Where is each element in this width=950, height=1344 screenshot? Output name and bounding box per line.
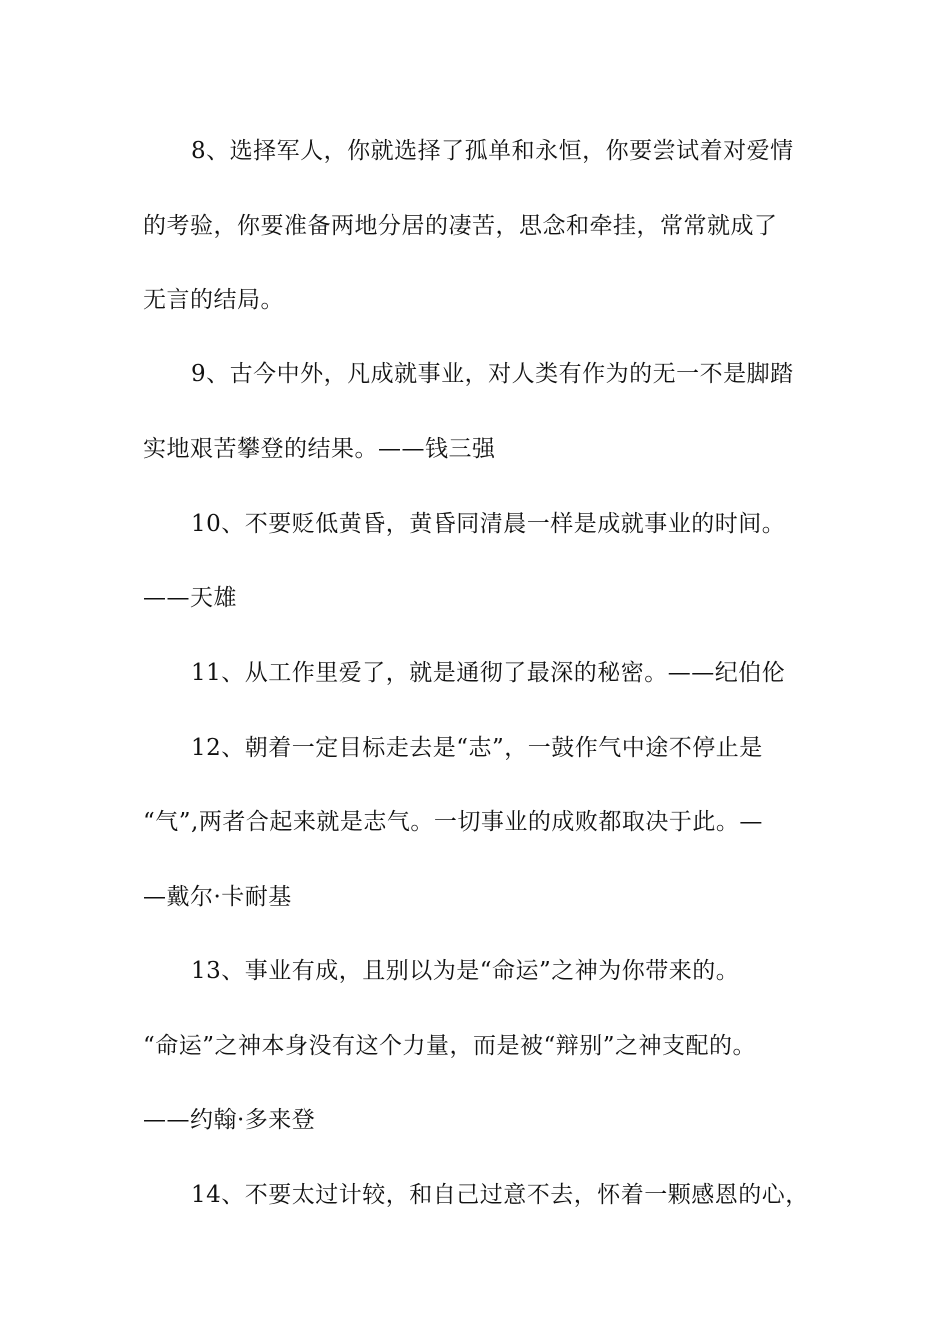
quote-9-line-1: 9、古今中外，凡成就事业，对人类有作为的无一不是脚踏 (191, 361, 794, 387)
quote-12-line-2: “气”,两者合起来就是志气。一切事业的成败都取决于此。— (143, 809, 763, 835)
quote-12-line-3: —戴尔·卡耐基 (143, 884, 292, 910)
quote-13-line-1: 13、事业有成，且别以为是“命运”之神为你带来的。 (191, 958, 740, 984)
quote-8-line-3: 无言的结局。 (143, 287, 284, 313)
quote-10-line-2: ——天雄 (143, 585, 237, 611)
quote-8-line-2: 的考验，你要准备两地分居的凄苦，思念和牵挂，常常就成了 (143, 213, 778, 239)
quote-9-line-2: 实地艰苦攀登的结果。——钱三强 (143, 436, 496, 462)
quote-11-line-1: 11、从工作里爱了，就是通彻了最深的秘密。——纪伯伦 (191, 660, 786, 686)
quote-13-line-3: ——约翰·多来登 (143, 1107, 316, 1133)
quote-12-line-1: 12、朝着一定目标走去是“志”，一鼓作气中途不停止是 (191, 735, 763, 761)
quote-14-line-1: 14、不要太过计较，和自己过意不去，怀着一颗感恩的心， (191, 1182, 809, 1208)
quote-13-line-2: “命运”之神本身没有这个力量，而是被“辩别”之神支配的。 (143, 1033, 757, 1059)
quote-10-line-1: 10、不要贬低黄昏，黄昏同清晨一样是成就事业的时间。 (191, 511, 786, 537)
quote-8-line-1: 8、选择军人，你就选择了孤单和永恒，你要尝试着对爱情 (191, 138, 794, 164)
